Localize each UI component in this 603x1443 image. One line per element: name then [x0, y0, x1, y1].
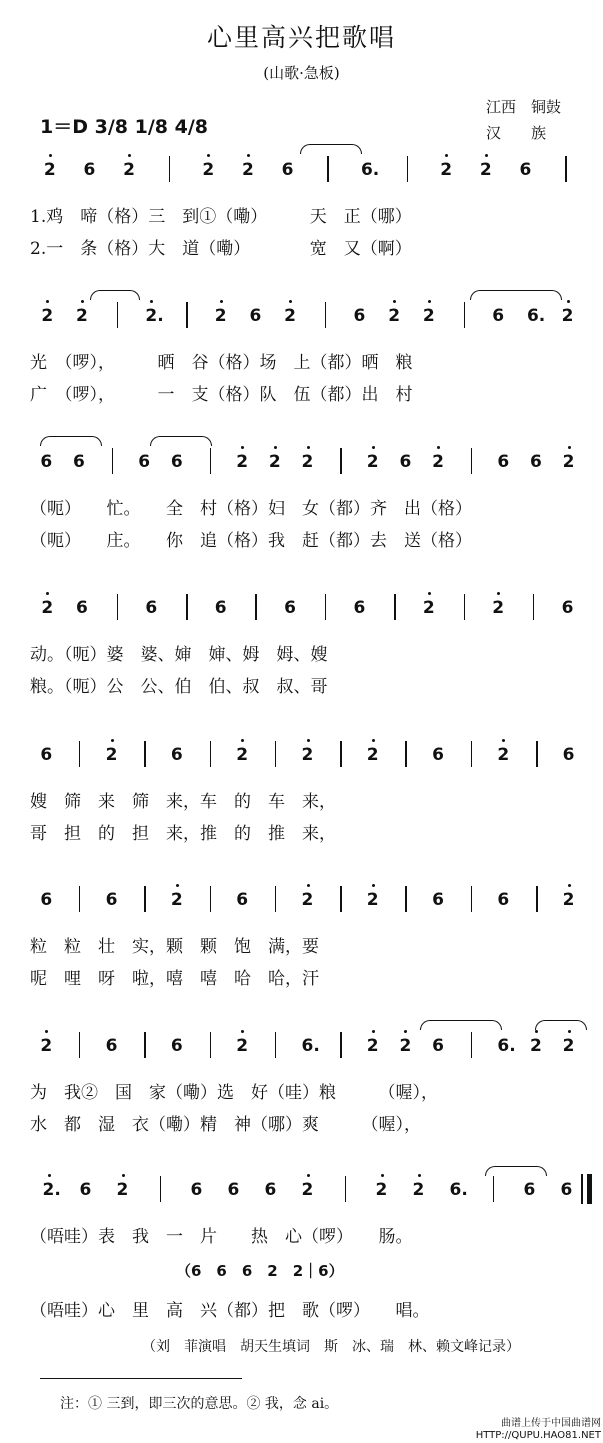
octave-dot [220, 300, 223, 303]
barline [275, 886, 277, 912]
note: 6 [214, 598, 227, 618]
barline [210, 1032, 212, 1058]
lyric-verse-1: （呃） 忙。 全 村（格）妇 女（都）齐 出（格） [30, 499, 472, 519]
watermark [476, 1418, 601, 1442]
barline [79, 1032, 81, 1058]
barline [327, 156, 329, 182]
barline [210, 448, 212, 474]
octave-dot [568, 1030, 571, 1033]
barline [186, 302, 188, 328]
note: 2 [123, 160, 135, 180]
note: 2 [41, 598, 54, 618]
octave-dot [207, 154, 210, 157]
lyric-verse-2: （呃） 庄。 你 追（格）我 赶（都）去 送（格） [30, 531, 472, 551]
note: 2. [42, 1180, 61, 1200]
octave-dot [372, 446, 375, 449]
credits: （刘 菲演唱 胡天生填词 斯 冰、瑞 林、赖文峰记录） [142, 1339, 520, 1355]
barline [255, 594, 257, 620]
octave-dot [404, 1030, 407, 1033]
note: 2 [388, 306, 401, 326]
note: 6 [562, 745, 575, 765]
octave-dot [418, 1174, 421, 1177]
barline [186, 594, 188, 620]
note: 2 [236, 745, 249, 765]
octave-dot [535, 1030, 538, 1033]
watermark-text: 曲谱上传于中国曲谱网 HTTP://QUPU.HAO81.NET [475, 1418, 601, 1441]
song-subtitle: (山歌·急板) [263, 64, 340, 82]
octave-dot [381, 1174, 384, 1177]
note: 2 [116, 1180, 129, 1200]
barline [210, 886, 212, 912]
note: 6 [497, 452, 510, 472]
note: 2 [242, 160, 254, 180]
song-ethnicity: 汉 族 [486, 124, 547, 142]
octave-dot [568, 446, 571, 449]
note: 2 [40, 1036, 53, 1056]
octave-dot [81, 300, 84, 303]
note: 2 [422, 598, 435, 618]
lyric-verse-2: 2.一 条（格）大 道（嘞） 宽 又（啊） [30, 239, 412, 259]
note: 6 [138, 452, 151, 472]
barline [325, 302, 327, 328]
note: 6 [492, 306, 505, 326]
octave-dot [274, 446, 277, 449]
note: 6. [449, 1180, 468, 1200]
barline [471, 448, 473, 474]
note: 6 [145, 598, 158, 618]
note: 6 [105, 1036, 118, 1056]
barline [79, 886, 81, 912]
note: 2 [562, 452, 575, 472]
octave-dot [45, 1030, 48, 1033]
note: 2. [145, 306, 164, 326]
note: 2 [236, 1036, 249, 1056]
note: 2 [301, 745, 314, 765]
note: 6 [561, 598, 574, 618]
octave-dot [111, 739, 114, 742]
note: 6 [432, 890, 444, 910]
octave-dot [372, 1030, 375, 1033]
note: 2 [530, 1036, 542, 1056]
note: 6 [79, 1180, 92, 1200]
octave-dot [393, 300, 396, 303]
note: 6 [523, 1180, 536, 1200]
note: 6 [83, 160, 96, 180]
note: 6 [399, 452, 412, 472]
note: 2 [366, 890, 379, 910]
barline [160, 1176, 162, 1202]
lyric-verse-2: 粮。（呃）公 公、伯 伯、叔 叔、哥 [30, 677, 328, 697]
octave-dot [247, 154, 250, 157]
barline [144, 741, 146, 767]
note: 2 [562, 1036, 575, 1056]
note: 2 [301, 452, 314, 472]
octave-dot [568, 884, 571, 887]
octave-dot [128, 154, 131, 157]
note: 6 [76, 598, 88, 618]
octave-dot [307, 1174, 310, 1177]
note: 2 [301, 1180, 314, 1200]
octave-dot [497, 592, 500, 595]
barline [112, 448, 114, 474]
slur [470, 290, 562, 300]
barline [340, 886, 342, 912]
slur [40, 436, 102, 446]
lyric-verse-1: 嫂 筛 来 筛 来，车 的 车 来， [30, 792, 336, 812]
note: 2 [440, 160, 453, 180]
note: 6 [249, 306, 262, 326]
octave-dot [428, 300, 431, 303]
note: 2 [214, 306, 227, 326]
octave-dot [567, 300, 570, 303]
barline [394, 594, 396, 620]
barline [471, 741, 473, 767]
barline [405, 886, 407, 912]
barline [340, 1032, 342, 1058]
octave-dot [150, 300, 153, 303]
lyric-verse-2: 水 都 湿 衣（嘞）精 神（哪）爽 （喔）， [30, 1115, 421, 1135]
note: 6 [170, 452, 183, 472]
lyric-verse-2: 呢 哩 呀 啦，嘻 嘻 哈 哈，汗 [30, 969, 319, 989]
octave-dot [502, 739, 505, 742]
barline [471, 1032, 473, 1058]
barline [407, 156, 409, 182]
note: 6 [236, 890, 249, 910]
note: 6 [40, 745, 53, 765]
note: 6 [190, 1180, 203, 1200]
alt-notes: （6 6 6 2 2｜6） [176, 1262, 344, 1280]
note: 6 [560, 1180, 573, 1200]
barline [536, 886, 538, 912]
octave-dot [241, 446, 244, 449]
octave-dot [176, 884, 179, 887]
note: 2 [497, 745, 510, 765]
lyric-verse-1: 光 （啰）， 晒 谷（格）场 上（都）晒 粮 [30, 353, 413, 373]
lyric-verse-1: （唔哇）表 我 一 片 热 心（啰） 肠。 [30, 1227, 413, 1247]
octave-dot [428, 592, 431, 595]
note: 2 [76, 306, 88, 326]
barline [275, 741, 277, 767]
octave-dot [372, 884, 375, 887]
note: 2 [41, 306, 54, 326]
note: 2 [284, 306, 296, 326]
note: 2 [301, 890, 314, 910]
barline [405, 741, 407, 767]
note: 6 [284, 598, 296, 618]
footnote: 注：① 三到，即三次的意思。② 我，念 ai。 [60, 1396, 339, 1412]
barline [275, 1032, 277, 1058]
barline [493, 1176, 495, 1202]
barline [144, 886, 146, 912]
footnote-rule [40, 1378, 242, 1379]
note: 2 [432, 452, 444, 472]
barline [340, 448, 342, 474]
note: 2 [366, 452, 379, 472]
lyric-verse-1: 1.鸡 啼（格）三 到①（嘞） 天 正（哪） [30, 207, 412, 227]
octave-dot [307, 884, 310, 887]
note: 2 [268, 452, 281, 472]
octave-dot [122, 1174, 125, 1177]
barline [464, 302, 466, 328]
barline [79, 741, 81, 767]
slur [90, 290, 140, 300]
barline [340, 741, 342, 767]
note: 6 [170, 1036, 183, 1056]
octave-dot [48, 1174, 51, 1177]
note: 6 [264, 1180, 277, 1200]
note: 6. [497, 1036, 516, 1056]
barline [464, 594, 466, 620]
note: 2 [43, 160, 56, 180]
note: 6 [497, 890, 510, 910]
octave-dot [46, 592, 49, 595]
note: 6. [301, 1036, 320, 1056]
note: 2 [366, 745, 379, 765]
lyric-verse-1: 动。（呃）婆 婆、婶 婶、姆 姆、嫂 [30, 645, 328, 665]
note: 2 [412, 1180, 425, 1200]
note: 6 [227, 1180, 240, 1200]
final-barline-thin [581, 1174, 583, 1204]
slur [420, 1020, 502, 1030]
slur [535, 1020, 587, 1030]
barline [117, 594, 119, 620]
note: 2 [366, 1036, 379, 1056]
note: 2 [422, 306, 435, 326]
note: 6 [40, 890, 53, 910]
barline [471, 886, 473, 912]
lyric-verse-2: 广 （啰）， 一 支（格）队 伍（都）出 村 [30, 385, 413, 405]
note: 2 [202, 160, 215, 180]
lyric-verse-1: 粒 粒 壮 实，颗 颗 饱 满，要 [30, 937, 319, 957]
barline [117, 302, 119, 328]
barline [536, 741, 538, 767]
note: 6 [105, 890, 118, 910]
note: 6 [40, 452, 53, 472]
note: 6 [170, 745, 183, 765]
barline [325, 594, 327, 620]
note: 6 [353, 598, 366, 618]
note: 2 [561, 306, 574, 326]
lyric-verse-2: 哥 担 的 担 来，推 的 推 来， [30, 824, 336, 844]
octave-dot [46, 300, 49, 303]
note: 6 [432, 745, 444, 765]
barline [533, 594, 535, 620]
barline [169, 156, 171, 182]
octave-dot [437, 446, 440, 449]
song-region: 江西 铜鼓 [486, 98, 562, 116]
slur [485, 1166, 547, 1176]
note: 6 [353, 306, 366, 326]
note: 6 [281, 160, 294, 180]
note: 6 [530, 452, 542, 472]
slur [300, 144, 362, 154]
lyric-verse-2: （唔哇）心 里 高 兴（都）把 歌（啰） 唱。 [30, 1301, 430, 1321]
final-barline [587, 1174, 592, 1204]
octave-dot [289, 300, 292, 303]
slur [150, 436, 212, 446]
octave-dot [372, 739, 375, 742]
octave-dot [445, 154, 448, 157]
note: 2 [479, 160, 492, 180]
note: 2 [105, 745, 118, 765]
barline [345, 1176, 347, 1202]
octave-dot [485, 154, 488, 157]
octave-dot [307, 446, 310, 449]
barline [144, 1032, 146, 1058]
octave-dot [241, 1030, 244, 1033]
note: 6. [526, 306, 546, 326]
note: 2 [399, 1036, 412, 1056]
note: 2 [562, 890, 575, 910]
octave-dot [49, 154, 52, 157]
note: 2 [236, 452, 249, 472]
note: 6 [432, 1036, 444, 1056]
song-title: 心里高兴把歌唱 [206, 23, 396, 52]
octave-dot [241, 739, 244, 742]
note: 2 [170, 890, 183, 910]
lyric-verse-1: 为 我② 国 家（嘞）选 好（哇）粮 （喔）， [30, 1083, 438, 1103]
barline [565, 156, 567, 182]
barline [210, 741, 212, 767]
note: 2 [492, 598, 505, 618]
note: 2 [375, 1180, 388, 1200]
note: 6. [360, 160, 380, 180]
octave-dot [307, 739, 310, 742]
key-signature: 1＝D 3/8 1/8 4/8 [40, 116, 208, 138]
note: 6 [519, 160, 532, 180]
note: 6 [72, 452, 85, 472]
